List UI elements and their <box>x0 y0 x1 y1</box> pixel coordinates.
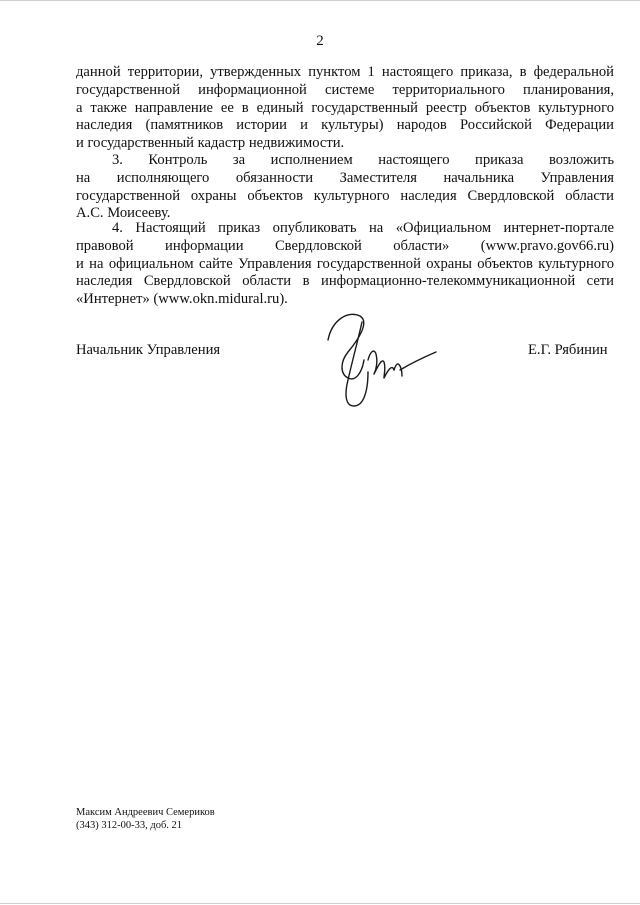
paragraph-item-4 <box>76 220 614 309</box>
executor-info <box>76 806 215 832</box>
text-line: 4. Настоящий приказ опубликовать на «Официальном интернет-портале <box>112 220 614 236</box>
page-number: 2 <box>316 33 324 49</box>
text-line: государственной охраны объектов культурного наследия Свердловской области <box>76 187 614 204</box>
executor-name: Максим Андреевич Семериков <box>76 807 215 818</box>
text-line: государственной информационной системе территориального планирования, <box>76 81 614 98</box>
executor-phone: (343) 312-00-33, доб. 21 <box>76 820 183 831</box>
text-line: А.С. Моисееву. <box>76 205 171 222</box>
bottom-page-edge <box>0 903 640 904</box>
signatory-name: Е.Г. Рябинин <box>528 342 608 358</box>
text-line: 3. Контроль за исполнением настоящего приказа возложить <box>112 152 614 168</box>
text-line: и государственный кадастр недвижимости. <box>76 135 345 152</box>
paragraph-item-3 <box>76 152 614 223</box>
top-page-edge <box>0 0 640 1</box>
handwritten-signature <box>318 300 448 415</box>
text-line: правовой информации Свердловской области» (www.pravo.gov66.ru) <box>76 237 614 254</box>
text-line: а также направление ее в единый государственный реестр объектов культурного <box>76 99 614 116</box>
text-line: наследия (памятников истории и культуры) народов Российской Федерации <box>76 117 614 134</box>
text-line: «Интернет» (www.okn.midural.ru). <box>76 291 288 308</box>
text-line: и на официальном сайте Управления государственной охраны объектов культурного <box>76 255 614 272</box>
text-line: на исполняющего обязанности Заместителя начальника Управления <box>76 169 614 186</box>
signatory-position: Начальник Управления <box>76 342 221 358</box>
paragraph-continued <box>76 64 614 153</box>
text-line: наследия Свердловской области в информационно-телекоммуникационной сети <box>76 273 614 290</box>
text-line: данной территории, утвержденных пунктом 1 настоящего приказа, в федеральной <box>76 64 614 80</box>
